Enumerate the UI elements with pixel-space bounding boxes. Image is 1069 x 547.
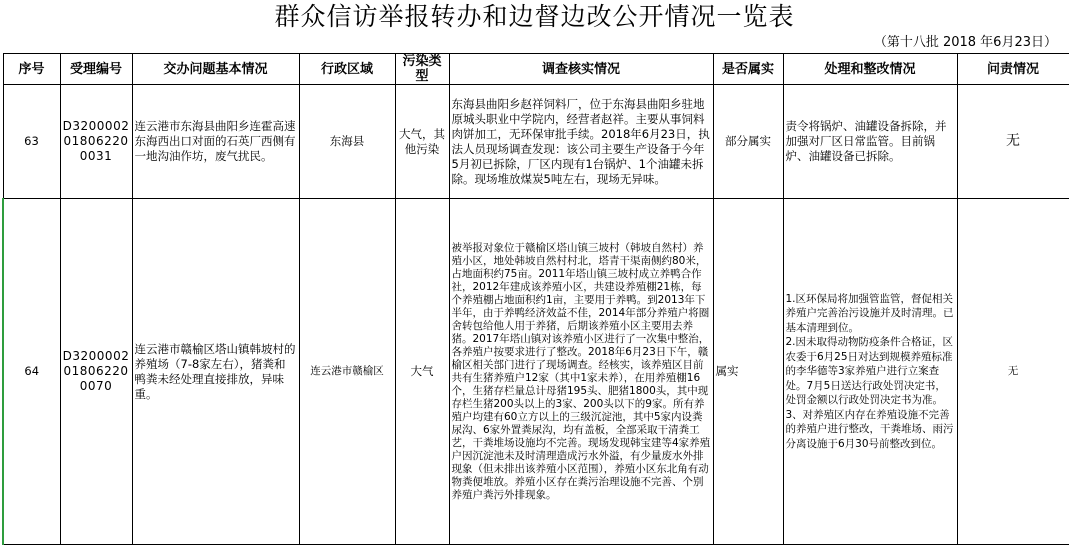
cell-acc-no: D3200002018062200031 <box>60 85 132 199</box>
header-seq: 序号 <box>3 54 60 85</box>
cell-issue: 连云港市东海县曲阳乡连霍高速东海西出口对面的石英厂西侧有一地沟油作坊，废气扰民。 <box>132 85 299 199</box>
cell-acc-no: D3200002018062200070 <box>60 199 132 545</box>
cell-region: 连云港市赣榆区 <box>299 199 395 545</box>
cell-handling: 1.区环保局将加强管监管，督促相关养殖户完善治污设施并及时清理。已基本清理到位。 2.因未取得动物防疫条件合格证，区农委于6月25日对达到规模养殖标准的李华德等3家养殖户进行立案查处。7月5日送达行政处罚决定书，处罚金额以行政处罚决定书为准。 3、对养殖区内存在养殖设施不完善的养殖户进行整改，干粪堆场、雨污分离设施于6月30号前整改到位。 <box>783 199 957 545</box>
cell-pollution: 大气 <box>395 199 449 545</box>
cell-accountability: 无 <box>957 85 1069 199</box>
header-issue: 交办问题基本情况 <box>132 54 299 85</box>
header-row <box>3 54 1069 85</box>
header-accountability: 问责情况 <box>957 54 1069 85</box>
header-investigation: 调查核实情况 <box>449 54 713 85</box>
petition-table <box>2 53 1069 545</box>
cell-investigation: 东海县曲阳乡赵祥饲料厂，位于东海县曲阳乡驻地原城头职业中学院内，经营者赵祥。主要从事饲料肉饼加工，无环保审批手续。2018年6月23日，执法人员现场调查发现：该公司主要生产设备于今年5月初已拆除，厂区内现有1台锅炉、1个油罐未拆除。现场堆放煤炭5吨左右，现场无异味。 <box>449 85 713 199</box>
cell-accountability: 无 <box>957 199 1069 545</box>
cell-seq: 63 <box>3 85 60 199</box>
cell-handling: 责令将锅炉、油罐设备拆除，并加强对厂区日常监管。目前锅炉、油罐设备已拆除。 <box>783 85 957 199</box>
header-acc-no: 受理编号 <box>60 54 132 85</box>
table-row <box>3 85 1069 199</box>
batch-date: （第十八批 2018 年6月23日） <box>873 35 1057 50</box>
header-verified: 是否属实 <box>713 54 783 85</box>
page-title: 群众信访举报转办和边督边改公开情况一览表 <box>274 2 795 31</box>
header-pollution: 污染类型 <box>395 54 449 85</box>
header-handling: 处理和整改情况 <box>783 54 957 85</box>
table-row <box>3 199 1069 545</box>
header-region: 行政区域 <box>299 54 395 85</box>
cell-investigation: 被举报对象位于赣榆区塔山镇三坡村（韩坡自然村）养殖小区，地处韩坡自然村村北，塔青干渠南侧约80米，占地面积约75亩。2011年塔山镇三坡村成立养鸭合作社，2012年建成该养殖小区，共建设养殖棚21栋，每个养殖棚占地面积约1亩，主要用于养鸭。到2013年下半年，由于养鸭经济效益不佳，2014年部分养殖户将圈舍转包给他人用于养猪，后期该养殖小区主要用去养猪。2017年塔山镇对该养殖小区进行了一次集中整治，各养殖户按要求进行了整改。2018年6月23日下午，赣榆区相关部门进行了现场调查。经核实，该养殖区目前共有生猪养殖户12家（其中1家未养），在用养殖棚16个，生猪存栏量总计母猪195头、肥猪1800头，其中现存栏生猪200头以上的3家、200头以下的9家。所有养殖户均建有60立方以上的三级沉淀池，其中5家内设粪尿沟、6家外置粪尿沟，均有盖板，全部采取干清粪工艺，干粪堆场设施均不完善。现场发现韩宝建等4家养殖户因沉淀池未及时清理造成污水外溢，有少量废水外排现象（但未排出该养殖小区范围），养殖小区东北角有动物粪便堆放。养殖小区存在粪污治理设施不完善、个别养殖户粪污外排现象。 <box>449 199 713 545</box>
cell-issue: 连云港市赣榆区塔山镇韩坡村的养殖场（7-8家左右），猪粪和鸭粪未经处理直接排放，异味重。 <box>132 199 299 545</box>
cell-region: 东海县 <box>299 85 395 199</box>
cell-pollution: 大气，其他污染 <box>395 85 449 199</box>
cell-verified: 属实 <box>713 199 783 545</box>
cell-seq: 64 <box>3 199 60 545</box>
cell-verified: 部分属实 <box>713 85 783 199</box>
